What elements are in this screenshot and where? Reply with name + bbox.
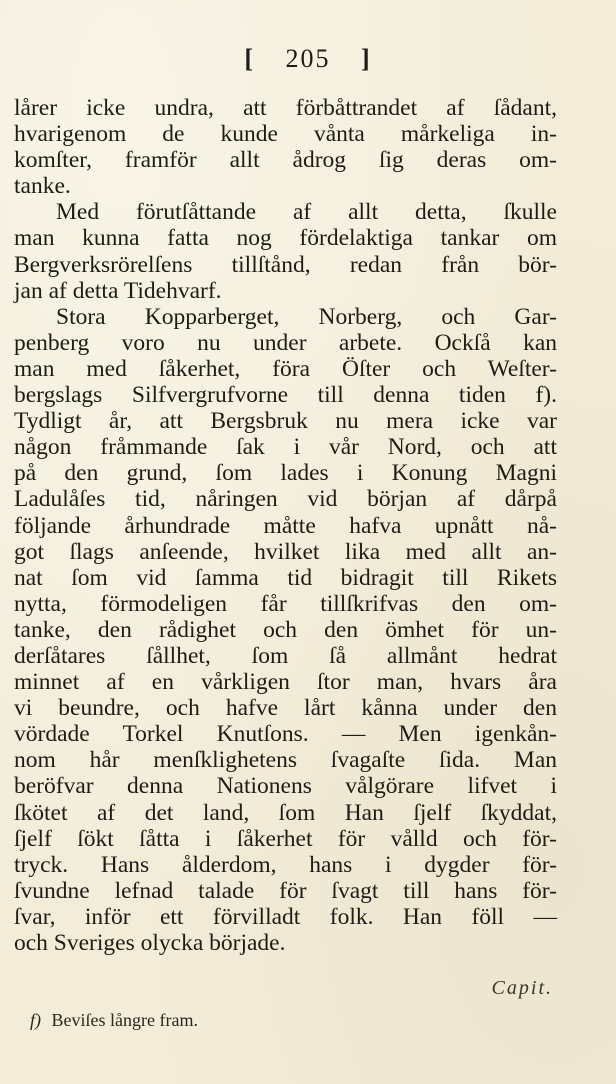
text-line: minnet af en vårkligen ſtor man, hvars åra [14,669,557,696]
text-line: vi beundre, och hafve lårt kånna under den [14,695,557,722]
body-text [14,95,557,956]
text-line: man med ſåkerhet, föra Öſter och Weſter- [14,355,557,382]
text-line: tanke, den rådighet och den ömhet för un- [14,616,557,643]
text-line: följande århundrade måtte hafva upnått nå- [14,512,557,539]
text-line: got ſlags anſeende, hvilket lika med allt an- [14,538,557,565]
text-line: ſjelf ſökt ſåtta i ſåkerhet för vålld och för- [14,825,557,852]
text-line: nat ſom vid ſamma tid bidragit till Rikets [14,564,557,591]
text-line: jan af detta Tidehvarf. [14,277,222,304]
footnote-mark: f) [30,1010,41,1030]
footnote [30,1010,198,1031]
text-line: derſåtares ſållhet, ſom ſå allmånt hedrat [14,642,557,669]
text-line: lårer icke undra, att förbåttrandet af ſådant, [14,95,557,121]
text-line: någon fråmmande ſak i vår Nord, och att [14,434,557,461]
header-bracket-close: ] [361,44,372,73]
footnote-text: Beviſes långre fram. [51,1010,198,1030]
text-line: beröfvar denna Nationens vålgörare lifvet i [14,773,557,800]
text-line: Tydligt år, att Bergsbruk nu mera icke var [14,408,557,435]
header-bracket-open: [ [244,44,255,73]
text-line: Med förutſåttande af allt detta, ſkulle [56,199,557,226]
text-line: ſvundne lefnad talade för ſvagt till hans för- [14,877,557,904]
text-line: man kunna fatta nog fördelaktiga tankar om [14,225,557,252]
text-line: Stora Kopparberget, Norberg, och Gar- [56,303,557,330]
text-line: och Sveriges olycka började. [14,930,286,956]
text-line: tanke. [14,173,71,200]
catchword: Capit. [491,977,553,999]
text-line: nom hår menſklighetens ſvagaſte ſida. Man [14,747,557,774]
page-header [0,44,616,74]
text-line: hvarigenom de kunde vånta mårkeliga in- [14,121,557,148]
text-line: vördade Torkel Knutſons. — Men igenkån- [14,721,557,748]
text-line: på den grund, ſom lades i Konung Magni [14,460,557,487]
text-line: ſvar, inför ett förvilladt folk. Han föll — [14,903,557,930]
text-line: bergslags Silfvergrufvorne till denna tiden f). [14,382,557,409]
text-line: ſkötet af det land, ſom Han ſjelf ſkyddat, [14,799,557,826]
text-line: penberg voro nu under arbete. Ockſå kan [14,329,557,356]
text-line: tryck. Hans ålderdom, hans i dygder för- [14,851,557,878]
text-line: Bergverksrörelſens tillſtånd, redan från bör- [14,251,557,278]
text-line: komſter, framför allt ådrog ſig deras om- [14,147,557,174]
page-number: 205 [285,44,331,73]
text-line: nytta, förmodeligen får tillſkrifvas den om- [14,590,557,617]
text-line: Ladulåſes tid, nåringen vid början af dårpå [14,486,557,513]
